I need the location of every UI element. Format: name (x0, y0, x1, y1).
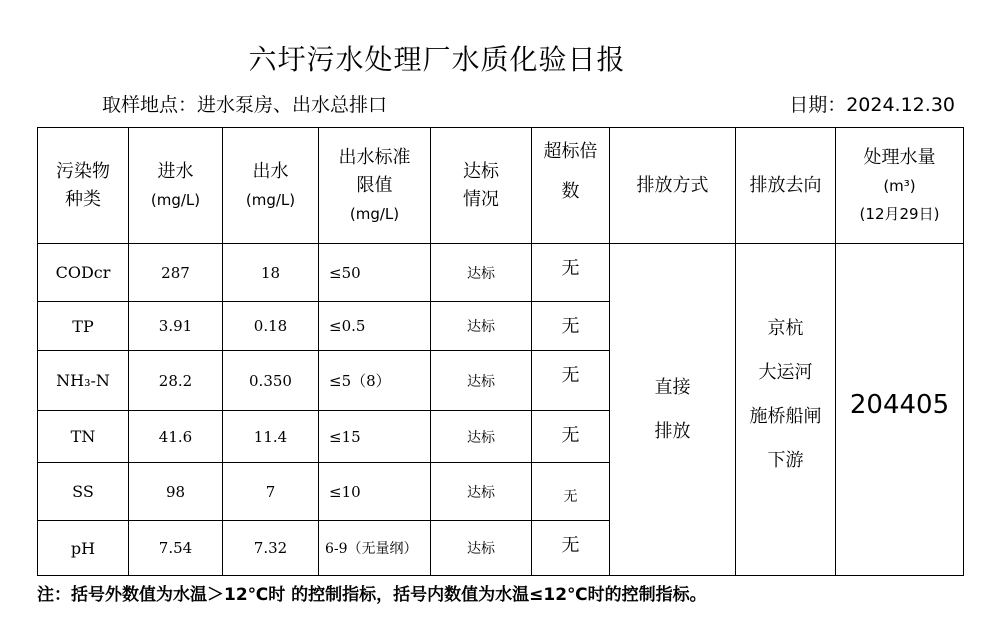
header-volume (836, 128, 964, 244)
status-value: 达标 (431, 411, 532, 463)
header-effluent (223, 128, 319, 244)
sampling-location: 取样地点：进水泵房、出水总排口 (102, 94, 388, 116)
header-status-line2: 情况 (463, 188, 499, 210)
discharge-method-line2: 排放 (654, 420, 691, 442)
exceed-value: 无 (532, 521, 610, 576)
header-exceed-line1: 超标倍 (543, 141, 598, 162)
pollutant-name: pH (38, 521, 129, 576)
pollutant-name: SS (38, 463, 129, 521)
influent-value: 41.6 (129, 411, 223, 463)
footnote: 注：括号外数值为水温＞12℃时 的控制指标，括号内数值为水温≤12℃时的控制指标。 (37, 585, 707, 605)
discharge-dest-cell (736, 244, 836, 576)
header-pollutant-line2: 种类 (65, 188, 101, 210)
limit-value: 6-9（无量纲） (319, 521, 431, 576)
header-volume-date: (12月29日) (859, 204, 940, 223)
header-status (431, 128, 532, 244)
discharge-dest-line4: 下游 (767, 449, 804, 471)
status-value: 达标 (431, 302, 532, 351)
header-volume-line1: 处理水量 (863, 146, 936, 168)
exceed-value: 无 (532, 244, 610, 302)
discharge-dest-line1: 京杭 (767, 317, 804, 339)
pollutant-name: TP (38, 302, 129, 351)
header-influent-unit: (mg/L) (150, 190, 201, 209)
header-row (38, 128, 964, 244)
status-value: 达标 (431, 244, 532, 302)
discharge-dest-line3: 施桥船闸 (749, 405, 822, 427)
report-title: 六圩污水处理厂水质化验日报 (248, 43, 626, 76)
discharge-method-line1: 直接 (654, 376, 691, 398)
limit-value: ≤50 (319, 244, 431, 302)
header-status-line1: 达标 (463, 160, 499, 182)
status-value: 达标 (431, 463, 532, 521)
exceed-value: 无 (532, 411, 610, 463)
header-effluent-line1: 出水 (252, 160, 289, 182)
influent-value: 7.54 (129, 521, 223, 576)
effluent-value: 18 (223, 244, 319, 302)
table-row (38, 244, 964, 302)
discharge-method-cell (610, 244, 736, 576)
header-exceed (532, 128, 610, 244)
status-value: 达标 (431, 351, 532, 411)
header-limit (319, 128, 431, 244)
limit-value: ≤15 (319, 411, 431, 463)
header-limit-unit: (mg/L) (349, 204, 400, 223)
exceed-value: 无 (532, 463, 610, 521)
header-discharge-dest: 排放去向 (736, 128, 836, 244)
report-date: 日期：2024.12.30 (789, 94, 955, 116)
header-effluent-unit: (mg/L) (245, 190, 296, 209)
header-influent-line1: 进水 (157, 160, 194, 182)
effluent-value: 0.18 (223, 302, 319, 351)
pollutant-name: CODcr (38, 244, 129, 302)
treated-volume: 204405 (836, 244, 964, 576)
header-pollutant (38, 128, 129, 244)
pollutant-name: NH₃-N (38, 351, 129, 411)
header-pollutant-line1: 污染物 (56, 160, 110, 182)
influent-value: 98 (129, 463, 223, 521)
effluent-value: 7.32 (223, 521, 319, 576)
status-value: 达标 (431, 521, 532, 576)
header-exceed-line2: 数 (561, 181, 580, 202)
limit-value: ≤5（8） (319, 351, 431, 411)
influent-value: 28.2 (129, 351, 223, 411)
water-quality-table (37, 127, 964, 576)
influent-value: 3.91 (129, 302, 223, 351)
influent-value: 287 (129, 244, 223, 302)
limit-value: ≤10 (319, 463, 431, 521)
header-influent (129, 128, 223, 244)
pollutant-name: TN (38, 411, 129, 463)
header-limit-line1: 出水标准 (338, 146, 411, 168)
effluent-value: 7 (223, 463, 319, 521)
exceed-value: 无 (532, 302, 610, 351)
header-volume-unit: (m³) (883, 176, 916, 195)
exceed-value: 无 (532, 351, 610, 411)
discharge-dest-line2: 大运河 (758, 361, 813, 383)
effluent-value: 11.4 (223, 411, 319, 463)
header-limit-line2: 限值 (356, 174, 393, 196)
limit-value: ≤0.5 (319, 302, 431, 351)
effluent-value: 0.350 (223, 351, 319, 411)
header-discharge-method: 排放方式 (610, 128, 736, 244)
